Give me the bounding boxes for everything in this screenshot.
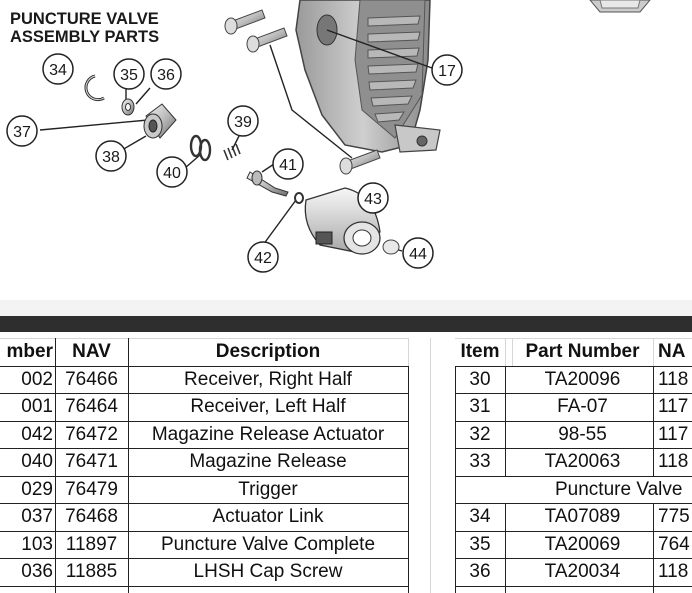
grid-line <box>0 338 408 339</box>
grid-line <box>653 366 654 394</box>
section-label-cell: Puncture Valve <box>555 478 683 500</box>
nav-cell: 76479 <box>65 478 118 500</box>
page-gap <box>0 300 692 316</box>
diagram-title <box>10 10 159 46</box>
grid-line <box>0 448 408 449</box>
grid-line <box>505 531 506 559</box>
callout-43 <box>358 183 388 213</box>
nav-cell: 76471 <box>65 451 118 472</box>
part-number-cell: FA-07 <box>557 396 608 417</box>
nav-cell: 117 <box>658 423 689 445</box>
grid-line <box>653 503 654 531</box>
nav-cell: 76466 <box>65 368 118 390</box>
grid-line <box>0 531 408 532</box>
header-right-part-number: Part Number <box>525 341 640 362</box>
nav-cell: 118 <box>658 561 689 582</box>
svg-text:36: 36 <box>157 67 175 84</box>
callout-36 <box>151 59 181 89</box>
item-cell: 30 <box>469 368 491 390</box>
nav-cell: 775 <box>658 506 690 527</box>
grid-line <box>455 503 692 504</box>
grid-line <box>0 558 408 559</box>
part-number-cell: 103 <box>21 533 53 555</box>
svg-text:42: 42 <box>254 250 272 267</box>
grid-line <box>455 421 692 422</box>
grid-line <box>455 366 456 593</box>
grid-line <box>455 586 692 587</box>
nav-cell: 76472 <box>65 423 118 445</box>
part-number-cell: TA07089 <box>544 506 621 527</box>
grid-line <box>455 338 692 339</box>
grid-line <box>505 448 506 476</box>
callout-17 <box>432 55 462 85</box>
callout-41 <box>273 149 303 179</box>
grid-line <box>128 338 129 593</box>
part-number-cell: TA20063 <box>544 451 621 472</box>
grid-line <box>653 531 654 559</box>
description-cell: Receiver, Right Half <box>184 368 352 390</box>
grid-line <box>455 393 692 394</box>
item-cell: 31 <box>469 396 491 417</box>
part-number-cell: 036 <box>21 561 53 582</box>
grid-line <box>0 421 408 422</box>
callout-40 <box>157 157 187 187</box>
receiver-grip-part <box>296 0 650 152</box>
description-cell: Receiver, Left Half <box>190 396 346 417</box>
grid-line <box>653 558 654 586</box>
description-cell: Trigger <box>238 478 298 500</box>
grid-line <box>408 338 409 366</box>
part-number-cell: 042 <box>21 423 53 445</box>
callout-44 <box>403 238 433 268</box>
svg-text:35: 35 <box>120 67 138 84</box>
callout-35 <box>114 59 144 89</box>
grid-line <box>0 476 408 477</box>
grid-line <box>505 558 506 586</box>
item-cell: 33 <box>469 451 491 472</box>
section-divider-bar <box>0 316 692 332</box>
nav-cell: 118 <box>658 368 689 390</box>
svg-text:44: 44 <box>409 246 427 263</box>
grid-line <box>505 421 506 449</box>
diagram-title-line-1: PUNCTURE VALVE <box>10 10 159 28</box>
grid-line <box>653 421 654 449</box>
nav-cell: 118 <box>658 451 689 472</box>
nav-cell: 764 <box>658 533 690 555</box>
grid-line <box>0 366 408 367</box>
grid-line <box>408 366 409 593</box>
svg-text:40: 40 <box>163 165 181 182</box>
item-cell: 34 <box>469 506 491 527</box>
grid-line <box>653 586 654 593</box>
nav-cell: 76464 <box>65 396 118 417</box>
header-part-number: mber <box>6 341 53 362</box>
callout-39 <box>228 106 258 136</box>
header-right-nav: NA <box>658 341 686 362</box>
item-cell: 36 <box>469 561 491 582</box>
callout-34 <box>43 54 73 84</box>
grid-line <box>0 586 408 587</box>
part-number-cell: TA20034 <box>544 561 621 582</box>
header-nav: NAV <box>72 341 111 362</box>
nav-cell: 76468 <box>65 506 118 527</box>
grid-line <box>0 393 408 394</box>
grid-line <box>505 393 506 421</box>
header-right-item: Item <box>460 341 500 362</box>
grid-line <box>505 586 506 593</box>
svg-text:37: 37 <box>13 124 31 141</box>
callout-42 <box>248 242 278 272</box>
part-number-cell: 037 <box>21 506 53 527</box>
parts-table <box>0 332 692 593</box>
part-number-cell: 029 <box>21 478 53 500</box>
description-cell: Puncture Valve Complete <box>160 533 376 555</box>
part-number-cell: 001 <box>21 396 53 417</box>
grid-line <box>653 338 654 366</box>
description-cell: Magazine Release Actuator <box>151 423 385 445</box>
grid-line <box>653 393 654 421</box>
nav-cell: 11885 <box>65 561 118 582</box>
grid-line <box>455 531 692 532</box>
grid-line <box>653 448 654 476</box>
description-cell: LHSH Cap Screw <box>193 561 343 582</box>
grid-line <box>455 558 692 559</box>
grid-line <box>430 338 431 593</box>
grid-line <box>455 476 692 477</box>
svg-text:34: 34 <box>49 62 67 79</box>
description-cell: Actuator Link <box>212 506 324 527</box>
grid-line <box>55 338 56 593</box>
description-cell: Magazine Release <box>189 451 347 472</box>
grid-line <box>505 366 506 394</box>
svg-text:43: 43 <box>364 191 382 208</box>
grid-line <box>455 366 692 367</box>
part-number-cell: TA20069 <box>544 533 621 555</box>
svg-text:39: 39 <box>234 114 252 131</box>
nav-cell: 117 <box>658 396 689 417</box>
nav-cell: 11897 <box>65 533 118 555</box>
svg-text:41: 41 <box>279 157 297 174</box>
svg-text:17: 17 <box>438 63 456 80</box>
header-description: Description <box>215 341 321 362</box>
part-number-cell: 002 <box>21 368 53 390</box>
item-cell: 35 <box>469 533 491 555</box>
part-number-cell: 98-55 <box>558 423 607 445</box>
item-cell: 32 <box>469 423 491 445</box>
diagram-title-line-2: ASSEMBLY PARTS <box>10 28 160 46</box>
callout-38 <box>96 141 126 171</box>
grid-line <box>505 503 506 531</box>
callout-37 <box>7 116 37 146</box>
grid-line <box>455 448 692 449</box>
grid-line <box>512 338 513 366</box>
part-number-cell: 040 <box>21 451 53 472</box>
grid-line <box>0 503 408 504</box>
part-number-cell: TA20096 <box>544 368 621 390</box>
grid-line <box>505 338 506 366</box>
svg-text:38: 38 <box>102 149 120 166</box>
